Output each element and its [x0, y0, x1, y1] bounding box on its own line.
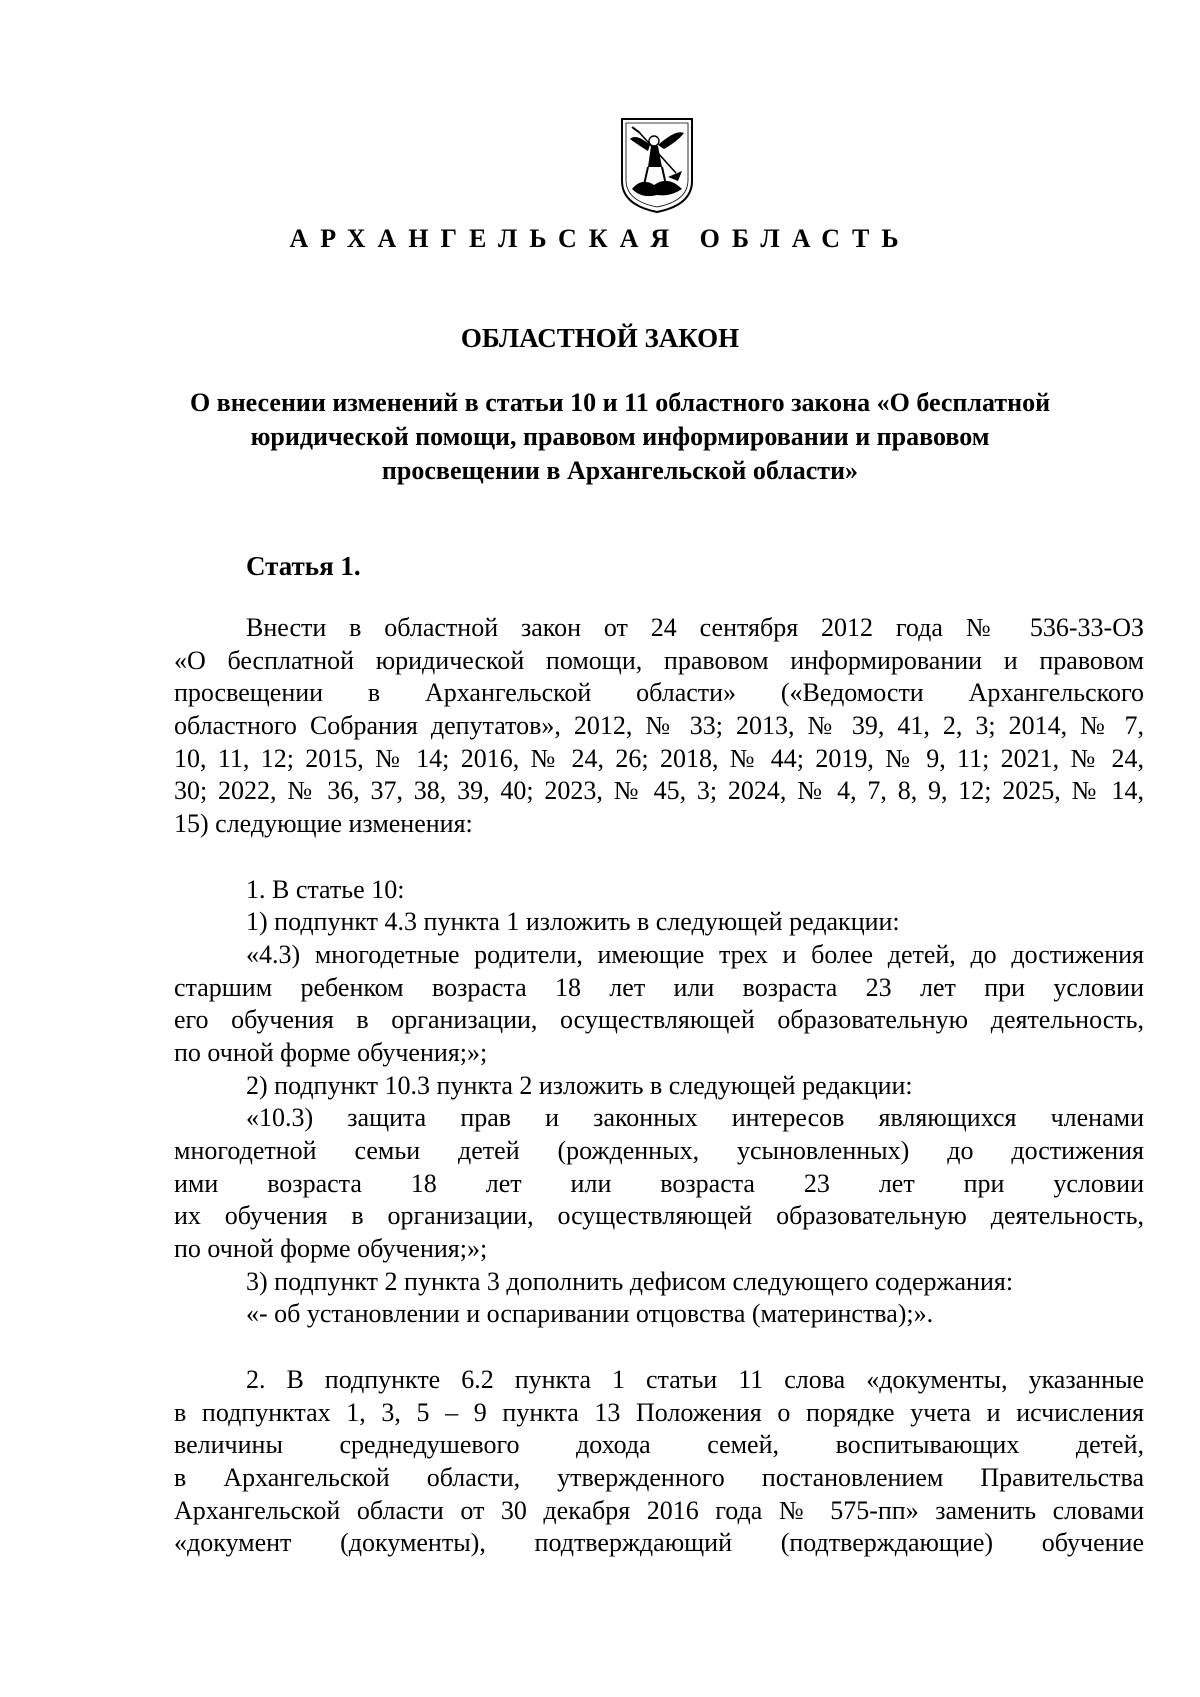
paragraph-line: «документ (документы), подтверждающий (подтверждающие) обучение [174, 1528, 1144, 1558]
law-type-heading: ОБЛАСТНОЙ ЗАКОН [460, 323, 740, 353]
paragraph-gap [174, 841, 1144, 874]
paragraph-line: Архангельской области от 30 декабря 2016 года № 575-пп» заменить словами [174, 1495, 1144, 1525]
paragraph-line: в подпунктах 1, 3, 5 – 9 пункта 13 Положения о порядке учета и исчисления [174, 1397, 1144, 1427]
paragraph-line: их обучения в организации, осуществляющей образовательную деятельность, [174, 1201, 1144, 1231]
region-name: АРХАНГЕЛЬСКАЯ ОБЛАСТЬ [289, 224, 911, 253]
paragraph-line: 2) подпункт 10.3 пункта 2 изложить в следующей редакции: [246, 1070, 913, 1100]
paragraph-line: 3) подпункт 2 пункта 3 дополнить дефисом следующего содержания: [246, 1266, 1014, 1296]
paragraph-line: просвещении в Архангельской области» («Ведомости Архангельского [174, 678, 1144, 708]
paragraph-line: 1. В статье 10: [246, 874, 405, 904]
paragraph-line: по очной форме обучения;»; [174, 1234, 488, 1264]
arkhangelsk-coat-of-arms-icon [618, 115, 696, 215]
law-title-line: просвещении в Архангельской области» [381, 456, 859, 485]
paragraph-line: «- об установлении и оспаривании отцовства (материнства);». [246, 1299, 934, 1329]
law-title-line: О внесении изменений в статьи 10 и 11 областного закона «О бесплатной [189, 388, 1051, 417]
paragraph-line: многодетной семьи детей (рожденных, усыновленных) до достижения [174, 1136, 1144, 1165]
paragraph-line: «4.3) многодетные родители, имеющие трех и более детей, до достижения [246, 939, 1144, 969]
paragraph-line: 10, 11, 12; 2015, № 14; 2016, № 24, 26; 2018, № 44; 2019, № 9, 11; 2021, № 24, [174, 743, 1144, 773]
paragraph-line: старшим ребенком возраста 18 лет или возраста 23 лет при условии [174, 972, 1144, 1002]
paragraph-gap [174, 1331, 1144, 1364]
paragraph-line: его обучения в организации, осуществляющей образовательную деятельность, [174, 1005, 1144, 1035]
paragraph-line: областного Собрания депутатов», 2012, № 33; 2013, № 39, 41, 2, 3; 2014, № 7, [174, 711, 1144, 741]
paragraph-line: «О бесплатной юридической помощи, правовом информировании и правовом [174, 645, 1144, 675]
paragraph-line: 15) следующие изменения: [174, 809, 473, 839]
paragraph-line: величины среднедушевого дохода семей, воспитывающих детей, [174, 1430, 1144, 1460]
law-title-line: юридической помощи, правовом информировании и правовом [250, 422, 990, 451]
law-title [180, 386, 1060, 488]
paragraph-line: ими возраста 18 лет или возраста 23 лет при условии [174, 1168, 1144, 1198]
article-body [174, 612, 1144, 1560]
article-heading: Статья 1. [246, 551, 361, 581]
paragraph-line: Внести в областной закон от 24 сентября 2012 года № 536-33-ОЗ [246, 613, 1144, 642]
paragraph-line: в Архангельской области, утвержденного постановлением Правительства [174, 1462, 1144, 1492]
paragraph-line: «10.3) защита прав и законных интересов являющихся членами [246, 1103, 1144, 1133]
paragraph-line: 1) подпункт 4.3 пункта 1 изложить в следующей редакции: [246, 907, 900, 937]
paragraph-line: 30; 2022, № 36, 37, 38, 39, 40; 2023, № 45, 3; 2024, № 4, 7, 8, 9, 12; 2025, № 14, [174, 776, 1144, 806]
paragraph-line: по очной форме обучения;»; [174, 1037, 488, 1067]
paragraph-line: 2. В подпункте 6.2 пункта 1 статьи 11 слова «документы, указанные [246, 1364, 1144, 1394]
